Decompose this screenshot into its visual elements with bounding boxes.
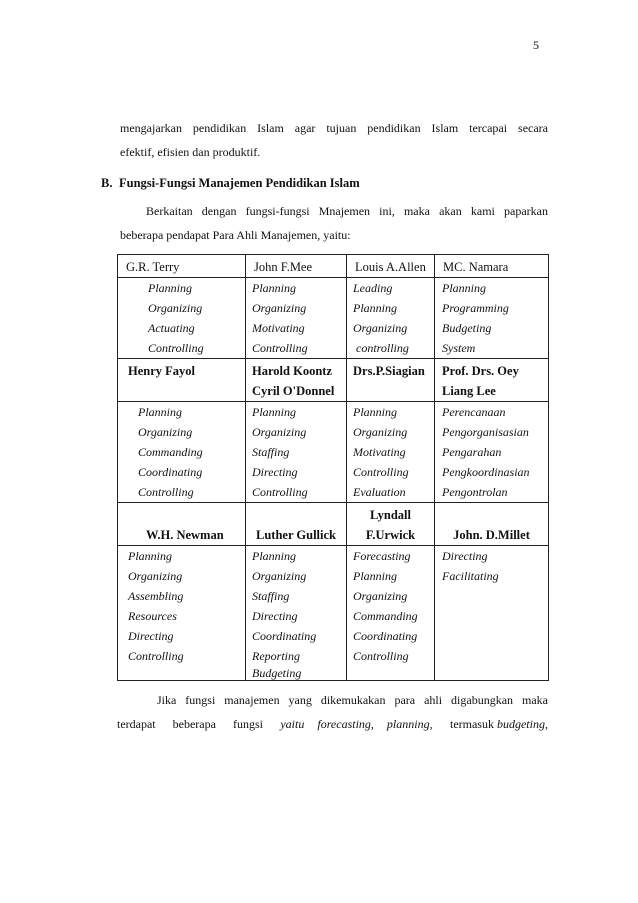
- list-item: Coordinating: [353, 629, 418, 643]
- list-item: Coordinating: [252, 629, 317, 643]
- function-list: [347, 278, 435, 359]
- list-item: Organizing: [353, 321, 408, 335]
- page-number: 5: [533, 38, 539, 52]
- paragraph-line: Berkaitan dengan fungsi-fungsi Mnajemen ini, maka akan kami paparkan: [146, 204, 548, 218]
- cell-text: Prof. Drs. Oey: [442, 364, 519, 378]
- closing-paragraph: [117, 688, 548, 736]
- cell-text: Lyndall: [370, 508, 411, 522]
- list-item: Organizing: [138, 425, 193, 439]
- list-item: Directing: [128, 629, 174, 643]
- cell-text: John. D.Millet: [453, 528, 530, 542]
- cell-text: Henry Fayol: [128, 364, 196, 378]
- list-item: Budgeting: [442, 321, 492, 335]
- list-item: Planning: [353, 569, 397, 583]
- expert-name: [118, 503, 246, 546]
- list-item: Coordinating: [138, 465, 203, 479]
- expert-name: [435, 503, 549, 546]
- paragraph-line: efektif, efisien dan produktif.: [120, 145, 261, 159]
- cell-text: [146, 505, 245, 525]
- cell-text: G.R. Terry: [126, 260, 180, 274]
- expert-name: [347, 359, 435, 402]
- expert-name: [347, 503, 435, 546]
- list-item: Controlling: [128, 649, 184, 663]
- function-list: [435, 546, 549, 681]
- cell-text: [128, 381, 245, 401]
- function-list: [118, 546, 246, 681]
- list-item: Programming: [442, 301, 509, 315]
- table-row: [118, 503, 549, 546]
- function-list: [435, 278, 549, 359]
- list-item: Facilitating: [442, 569, 499, 583]
- cell-text: F.Urwick: [365, 528, 416, 542]
- list-item: Organizing: [252, 425, 307, 439]
- list-item: Organizing: [252, 569, 307, 583]
- list-item: Pengorganisasian: [442, 425, 529, 439]
- expert-name: [246, 503, 347, 546]
- list-item: Reporting: [252, 649, 300, 663]
- expert-name: [435, 359, 549, 402]
- management-functions-table: [117, 254, 549, 681]
- cell-text: W.H. Newman: [146, 528, 224, 542]
- expert-name: [246, 359, 347, 402]
- function-list: [118, 278, 246, 359]
- list-item: Actuating: [148, 321, 195, 335]
- list-item: Budgeting: [252, 666, 302, 680]
- list-item: Organizing: [353, 425, 408, 439]
- function-list: [118, 402, 246, 503]
- list-item: Forecasting: [353, 549, 411, 563]
- paragraph-line: [117, 712, 548, 736]
- list-item: Controlling: [138, 485, 194, 499]
- cell-text: MC. Namara: [443, 260, 509, 274]
- list-item: Pengontrolan: [442, 485, 508, 499]
- text-segment: terdapat beberapa fungsi: [117, 717, 263, 731]
- function-list: [246, 402, 347, 503]
- function-list: [246, 546, 347, 681]
- table-row: [118, 402, 549, 503]
- table-row: [118, 278, 549, 359]
- list-item: Directing: [252, 609, 298, 623]
- expert-name: [246, 255, 347, 278]
- top-paragraph: [120, 118, 548, 162]
- list-item: Organizing: [353, 589, 408, 603]
- list-item: Organizing: [148, 301, 203, 315]
- list-item: Planning: [252, 549, 296, 563]
- cell-text: Drs.P.Siagian: [353, 364, 425, 378]
- paragraph-line: beberapa pendapat Para Ahli Manajemen, yaitu:: [120, 228, 351, 242]
- list-item: Controlling: [252, 341, 308, 355]
- cell-text: [256, 505, 346, 525]
- function-list: [347, 402, 435, 503]
- list-item: Planning: [353, 301, 397, 315]
- cell-text: Liang Lee: [442, 384, 496, 398]
- list-item: Motivating: [252, 321, 305, 335]
- list-item: Directing: [252, 465, 298, 479]
- list-item: Motivating: [353, 445, 406, 459]
- expert-name: [435, 255, 549, 278]
- list-item: Controlling: [148, 341, 204, 355]
- list-item: Controlling: [353, 465, 409, 479]
- cell-text: Louis A.Allen: [355, 260, 426, 274]
- expert-name: [118, 255, 246, 278]
- list-item: Perencanaan: [442, 405, 506, 419]
- cell-text: Harold Koontz: [252, 364, 332, 378]
- list-item: Staffing: [252, 445, 290, 459]
- list-item: Planning: [442, 281, 486, 295]
- text-segment: budgeting,: [496, 717, 548, 731]
- section-title: Fungsi-Fungsi Manajemen Pendidikan Islam: [119, 176, 360, 190]
- cell-text: [353, 381, 434, 401]
- text-segment: yaitu forecasting, planning,: [280, 717, 433, 731]
- list-item: Leading: [353, 281, 393, 295]
- paragraph-line: mengajarkan pendidikan Islam agar tujuan pendidikan Islam tercapai secara: [120, 121, 548, 135]
- list-item: Staffing: [252, 589, 290, 603]
- expert-name: [347, 255, 435, 278]
- list-item: System: [442, 341, 476, 355]
- text-segment: termasuk: [449, 717, 494, 731]
- table-row: [118, 359, 549, 402]
- cell-text: Luther Gullick: [256, 528, 336, 542]
- list-item: Planning: [252, 405, 296, 419]
- list-item: Planning: [128, 549, 172, 563]
- text-segment: [450, 712, 548, 736]
- list-item: Organizing: [128, 569, 183, 583]
- cell-text: [435, 505, 548, 525]
- list-item: controlling: [356, 341, 409, 355]
- list-item: Directing: [442, 549, 488, 563]
- list-item: Commanding: [353, 609, 418, 623]
- list-item: Planning: [138, 405, 182, 419]
- list-item: Evaluation: [353, 485, 406, 499]
- intro-paragraph: [120, 199, 548, 247]
- list-item: Pengarahan: [442, 445, 502, 459]
- cell-text: John F.Mee: [254, 260, 313, 274]
- list-item: Pengkoordinasian: [442, 465, 530, 479]
- function-list: [246, 278, 347, 359]
- list-item: Planning: [148, 281, 192, 295]
- list-item: Organizing: [252, 301, 307, 315]
- table-row: [118, 255, 549, 278]
- list-item: Assembling: [128, 589, 184, 603]
- expert-name: [118, 359, 246, 402]
- function-list: [435, 402, 549, 503]
- list-item: Resources: [128, 609, 177, 623]
- section-letter: B.: [101, 176, 113, 190]
- section-heading: [101, 176, 360, 191]
- list-item: Controlling: [353, 649, 409, 663]
- paragraph-line: Jika fungsi manajemen yang dikemukakan para ahli digabungkan maka: [157, 693, 548, 707]
- table-row: [118, 546, 549, 681]
- list-item: Planning: [353, 405, 397, 419]
- list-item: Controlling: [252, 485, 308, 499]
- list-item: Planning: [252, 281, 296, 295]
- cell-text: Cyril O'Donnel: [252, 384, 335, 398]
- list-item: Commanding: [138, 445, 203, 459]
- function-list: [347, 546, 435, 681]
